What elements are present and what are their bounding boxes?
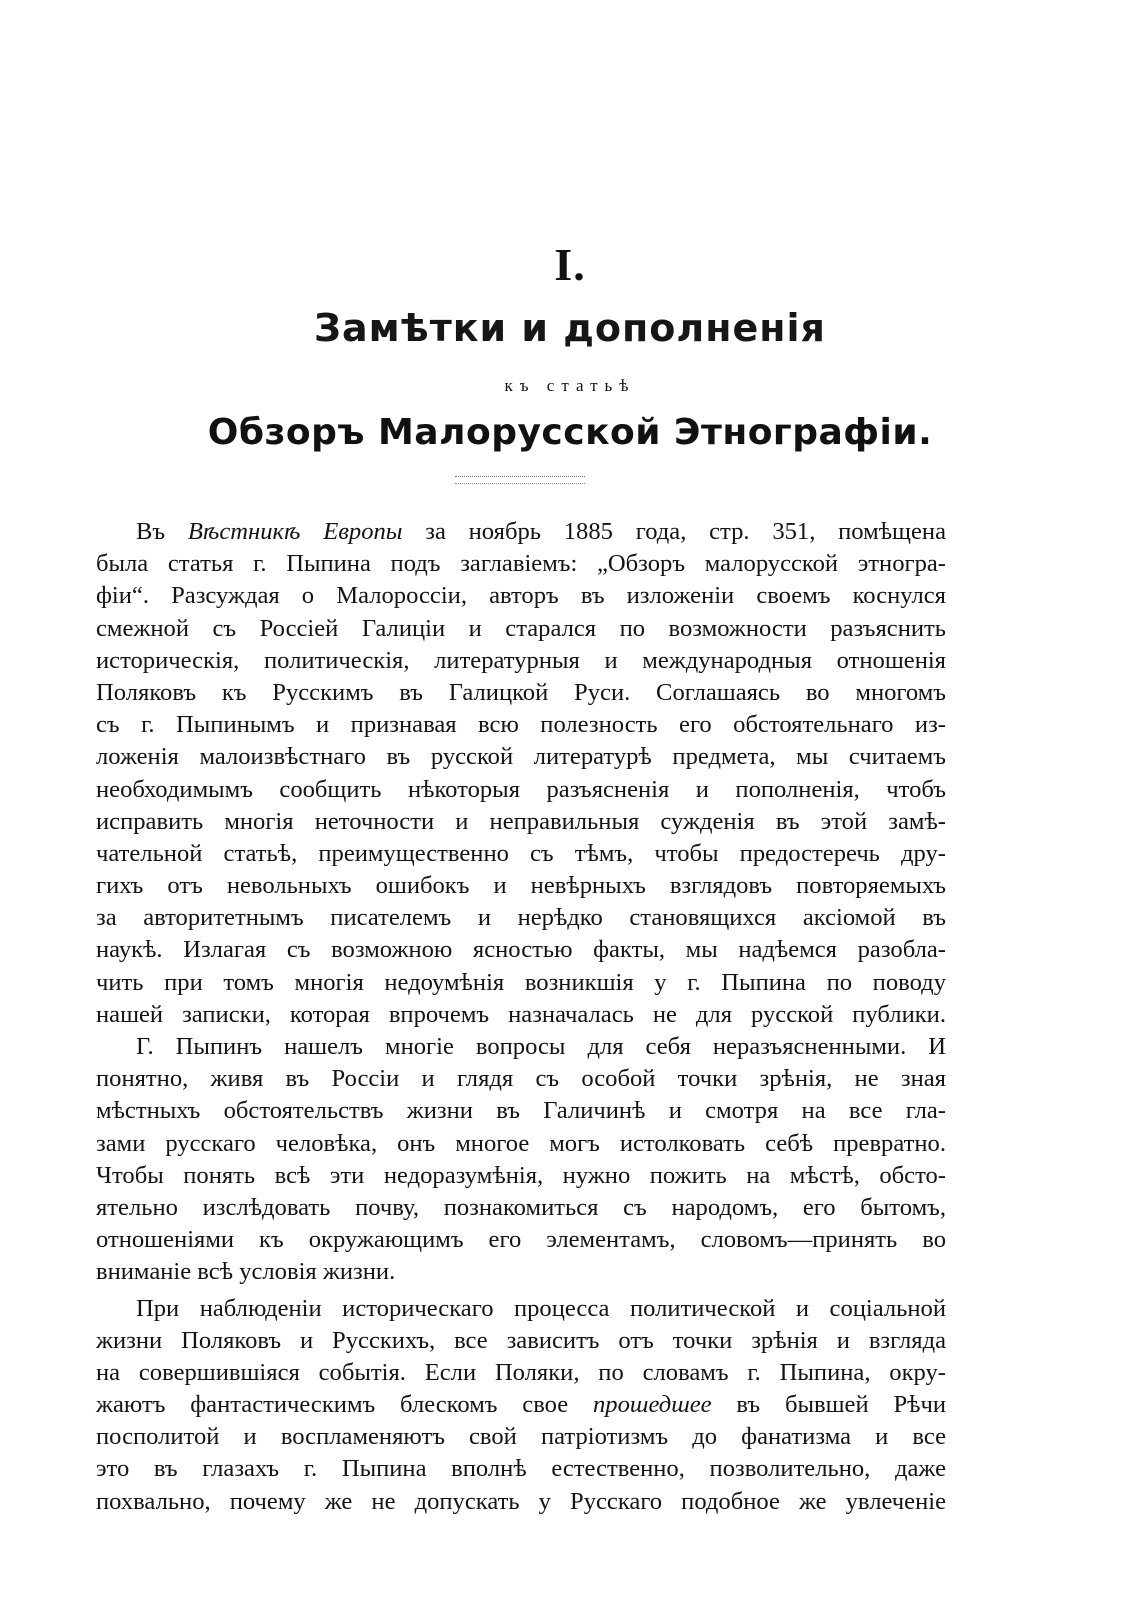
text-line: похвально, почему же не допускать у Русскаго подобное же увлеченіе bbox=[96, 1487, 946, 1515]
text-line: гихъ отъ невольныхъ ошибокъ и невѣрныхъ взглядовъ повторяемыхъ bbox=[96, 872, 946, 900]
text-line: наукѣ. Излагая съ возможною ясностью факты, мы надѣемся разобла- bbox=[96, 936, 946, 964]
text-line: съ г. Пыпинымъ и признавая всю полезность его обстоятельнаго из- bbox=[96, 711, 946, 739]
paragraph-1 bbox=[96, 516, 946, 1031]
text-line: Чтобы понять всѣ эти недоразумѣнія, нужно пожить на мѣстѣ, обсто- bbox=[96, 1161, 946, 1189]
text-line: смежной съ Россіей Галиціи и старался по возможности разъяснить bbox=[96, 614, 946, 642]
text-line: нашей записки, которая впрочемъ назначалась не для русской публики. bbox=[96, 1000, 946, 1028]
text-line: это въ глазахъ г. Пыпина вполнѣ естественно, позволительно, даже bbox=[96, 1455, 946, 1483]
text-line: исправить многія неточности и неправильныя сужденія въ этой замѣ- bbox=[96, 807, 946, 835]
paragraph-2 bbox=[96, 1031, 946, 1289]
subtitle: къ статьѣ bbox=[504, 376, 636, 395]
article-title: Обзоръ Малорусской Этнографіи. bbox=[207, 412, 933, 453]
text-line: посполитой и воспламеняютъ свой патріотизмъ до фанатизма и все bbox=[96, 1423, 946, 1451]
decorative-divider bbox=[455, 476, 585, 484]
emphasized-word: прошедшее bbox=[593, 1391, 712, 1419]
article-body bbox=[96, 516, 946, 1518]
text-line: Въ Вѣстникѣ Европы за ноябрь 1885 года, стр. 351, помѣщена bbox=[136, 518, 946, 545]
text-line: зами русскаго человѣка, онъ многое могъ истолковать себѣ превратно. bbox=[96, 1129, 946, 1157]
text-line: чить при томъ многія недоумѣнія возникшія у г. Пыпина по поводу bbox=[96, 968, 946, 996]
text-line: Г. Пыпинъ нашелъ многіе вопросы для себя неразъясненными. И bbox=[136, 1033, 946, 1060]
text-line: Поляковъ къ Русскимъ въ Галицкой Руси. Соглашаясь во многомъ bbox=[96, 678, 946, 706]
text-line: необходимымъ сообщить нѣкоторыя разъясненія и пополненія, чтобъ bbox=[96, 775, 946, 803]
text-line: чательной статьѣ, преимущественно съ тѣмъ, чтобы предостеречь дру- bbox=[96, 839, 946, 867]
main-title: Замѣтки и дополненія bbox=[314, 306, 826, 350]
text-line: При наблюденіи историческаго процесса политической и соціальной bbox=[136, 1294, 946, 1322]
text-line: отношеніями къ окружающимъ его элементамъ, словомъ—принять во bbox=[96, 1226, 946, 1254]
paragraph-3 bbox=[96, 1293, 946, 1518]
text-line: понятно, живя въ Россіи и глядя съ особой точки зрѣнія, не зная bbox=[96, 1065, 946, 1093]
text-line: фіи“. Разсуждая о Малороссіи, авторъ въ изложеніи своемъ коснулся bbox=[96, 582, 946, 610]
text-line: ложенія малоизвѣстнаго въ русской литературѣ предмета, мы считаемъ bbox=[96, 743, 946, 771]
text-line: за авторитетнымъ писателемъ и нерѣдко становящихся аксіомой въ bbox=[96, 904, 946, 932]
text-line: была статья г. Пыпина подъ заглавіемъ: „Обзоръ малорусской этногра- bbox=[96, 550, 946, 578]
section-number: I. bbox=[554, 239, 586, 290]
text-line: мѣстныхъ обстоятельствъ жизни въ Галичинѣ и смотря на все гла- bbox=[96, 1097, 946, 1125]
text-line: историческія, политическія, литературныя и международныя отношенія bbox=[96, 646, 946, 674]
text-line: жаютъ фантастическимъ блескомъ свое прошедшее въ бывшей Рѣчи bbox=[96, 1391, 947, 1419]
text-line: жизни Поляковъ и Русскихъ, все зависитъ отъ точки зрѣнія и взгляда bbox=[96, 1326, 946, 1354]
journal-title: Вѣстникѣ Европы bbox=[187, 518, 403, 545]
text-line: вниманіе всѣ условія жизни. bbox=[96, 1258, 396, 1286]
text-line: на совершившіяся событія. Если Поляки, по словамъ г. Пыпина, окру- bbox=[96, 1358, 946, 1386]
text-line: ятельно изслѣдовать почву, познакомиться съ народомъ, его бытомъ, bbox=[96, 1193, 946, 1221]
